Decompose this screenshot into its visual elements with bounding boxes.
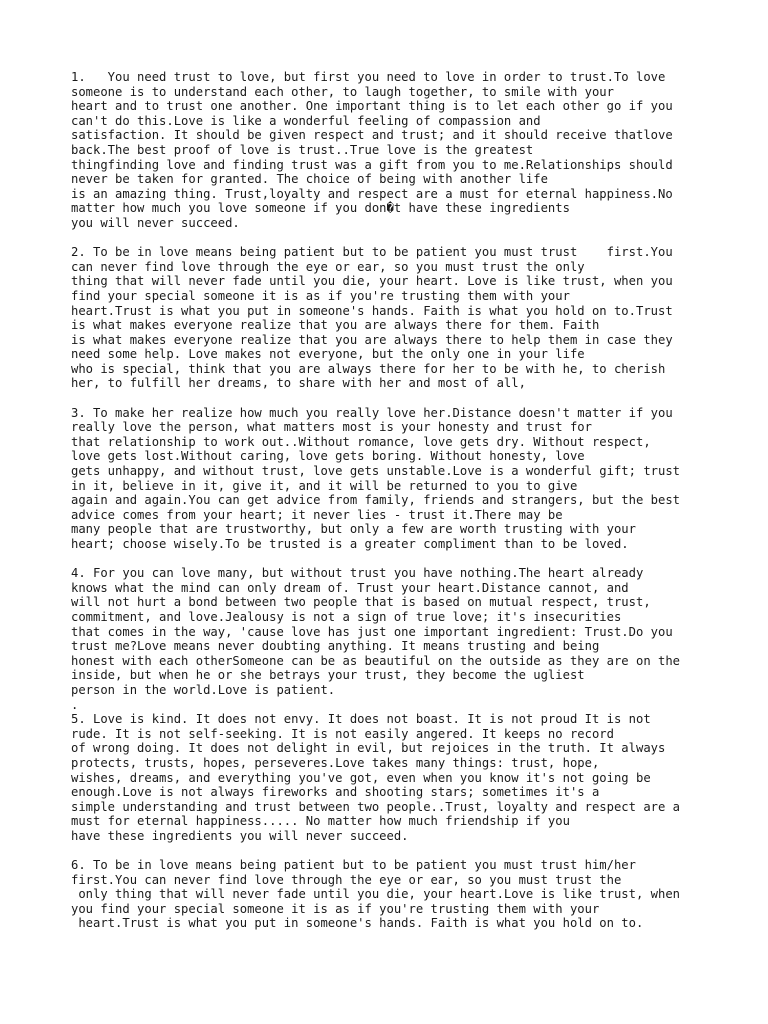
text-line: rude. It is not self-seeking. It is not easily angered. It keeps no record — [71, 726, 614, 741]
text-line: 5. Love is kind. It does not envy. It does not boast. It is not proud It is not — [71, 712, 651, 727]
text-line: is an amazing thing. Trust,loyalty and respect are a must for eternal happiness.No — [71, 186, 673, 201]
paragraph-3 — [71, 406, 731, 552]
paragraph-2 — [71, 245, 731, 391]
text-line: of wrong doing. It does not delight in evil, but rejoices in the truth. It always — [71, 741, 666, 756]
text-line: simple understanding and trust between two people..Trust, loyalty and respect are a — [71, 799, 681, 814]
paragraph-4 — [71, 566, 731, 712]
text-line: heart and to trust one another. One important thing is to let each other go if you — [71, 99, 673, 114]
text-line: many people that are trustworthy, but only a few are worth trusting with your — [71, 522, 636, 537]
text-line: . — [71, 697, 79, 712]
text-line: heart.Trust is what you put in someone's hands. Faith is what you hold on to. — [71, 916, 644, 931]
text-line: inside, but when he or she betrays your trust, they become the ugliest — [71, 668, 585, 683]
text-line: must for eternal happiness..... No matter how much friendship if you — [71, 814, 570, 829]
text-line: will not hurt a bond between two people that is based on mutual respect, trust, — [71, 595, 651, 610]
text-line: is what makes everyone realize that you are always there for them. Faith — [71, 318, 600, 333]
text-line: again and again.You can get advice from family, friends and strangers, but the best — [71, 493, 681, 508]
text-line: knows what the mind can only dream of. Trust your heart.Distance cannot, and — [71, 580, 629, 595]
text-line: find your special someone it is as if you're trusting them with your — [71, 288, 570, 303]
text-line: thing that will never fade until you die, your heart. Love is like trust, when you — [71, 274, 673, 289]
text-line: can't do this.Love is like a wonderful feeling of compassion and — [71, 113, 541, 128]
text-line: someone is to understand each other, to laugh together, to smile with your — [71, 84, 614, 99]
text-line: 1. You need trust to love, but first you need to love in order to trust.To love — [71, 70, 666, 84]
text-line: first.You can never find love through the eye or ear, so you must trust the — [71, 872, 622, 887]
text-line: who is special, think that you are always there for her to be with he, to cherish — [71, 361, 666, 376]
paragraph-6 — [71, 858, 731, 931]
text-line: 6. To be in love means being patient but to be patient you must trust him/her — [71, 858, 636, 873]
text-line: trust me?Love means never doubting anything. It means trusting and being — [71, 639, 600, 654]
text-line: that relationship to work out..Without romance, love gets dry. Without respect, — [71, 434, 651, 449]
text-line: enough.Love is not always fireworks and shooting stars; sometimes it's a — [71, 785, 600, 800]
text-line: love gets lost.Without caring, love gets boring. Without honesty, love — [71, 449, 585, 464]
text-line: you will never succeed. — [71, 215, 240, 230]
text-line: wishes, dreams, and everything you've got, even when you know it's not going be — [71, 770, 651, 785]
text-line: her, to fulfill her dreams, to share with her and most of all, — [71, 376, 526, 391]
text-line: need some help. Love makes not everyone, but the only one in your life — [71, 347, 585, 362]
text-line: only thing that will never fade until you die, your heart.Love is like trust, when — [71, 887, 681, 902]
text-line: have these ingredients you will never succeed. — [71, 828, 409, 843]
text-line: commitment, and love.Jealousy is not a sign of true love; it's insecurities — [71, 609, 622, 624]
text-line: honest with each otherSomeone can be as beautiful on the outside as they are on the — [71, 653, 681, 668]
text-line: in it, believe in it, give it, and it will be returned to you to give — [71, 478, 578, 493]
document-page — [71, 70, 731, 946]
text-line: back.The best proof of love is trust..True love is the greatest — [71, 142, 534, 157]
text-line: gets unhappy, and without trust, love gets unstable.Love is a wonderful gift; trust — [71, 464, 681, 479]
text-line: satisfaction. It should be given respect and trust; and it should receive thatlove — [71, 128, 673, 143]
text-line: 3. To make her realize how much you really love her.Distance doesn't matter if you — [71, 405, 673, 420]
text-line: thingfinding love and finding trust was a gift from you to me.Relationships should — [71, 157, 673, 172]
text-line: 2. To be in love means being patient but to be patient you must trust first.You — [71, 245, 673, 260]
text-line: advice comes from your heart; it never lies - trust it.There may be — [71, 507, 563, 522]
text-line: that comes in the way, 'cause love has just one important ingredient: Trust.Do you — [71, 624, 673, 639]
text-line: protects, trusts, hopes, perseveres.Love takes many things: trust, hope, — [71, 755, 600, 770]
text-line: 4. For you can love many, but without trust you have nothing.The heart already — [71, 566, 644, 581]
paragraph-5 — [71, 712, 731, 843]
text-line: really love the person, what matters most is your honesty and trust for — [71, 420, 592, 435]
text-line: never be taken for granted. The choice of being with another life — [71, 172, 548, 187]
text-line: heart.Trust is what you put in someone's hands. Faith is what you hold on to.Trust — [71, 303, 673, 318]
text-line: matter how much you love someone if you don�t have these ingredients — [71, 201, 570, 216]
text-line: person in the world.Love is patient. — [71, 682, 336, 697]
text-line: you find your special someone it is as if you're trusting them with your — [71, 901, 600, 916]
text-line: is what makes everyone realize that you are always there to help them in case they — [71, 332, 673, 347]
text-line: can never find love through the eye or ear, so you must trust the only — [71, 259, 585, 274]
text-line: heart; choose wisely.To be trusted is a greater compliment than to be loved. — [71, 537, 629, 551]
paragraph-1 — [71, 70, 731, 231]
